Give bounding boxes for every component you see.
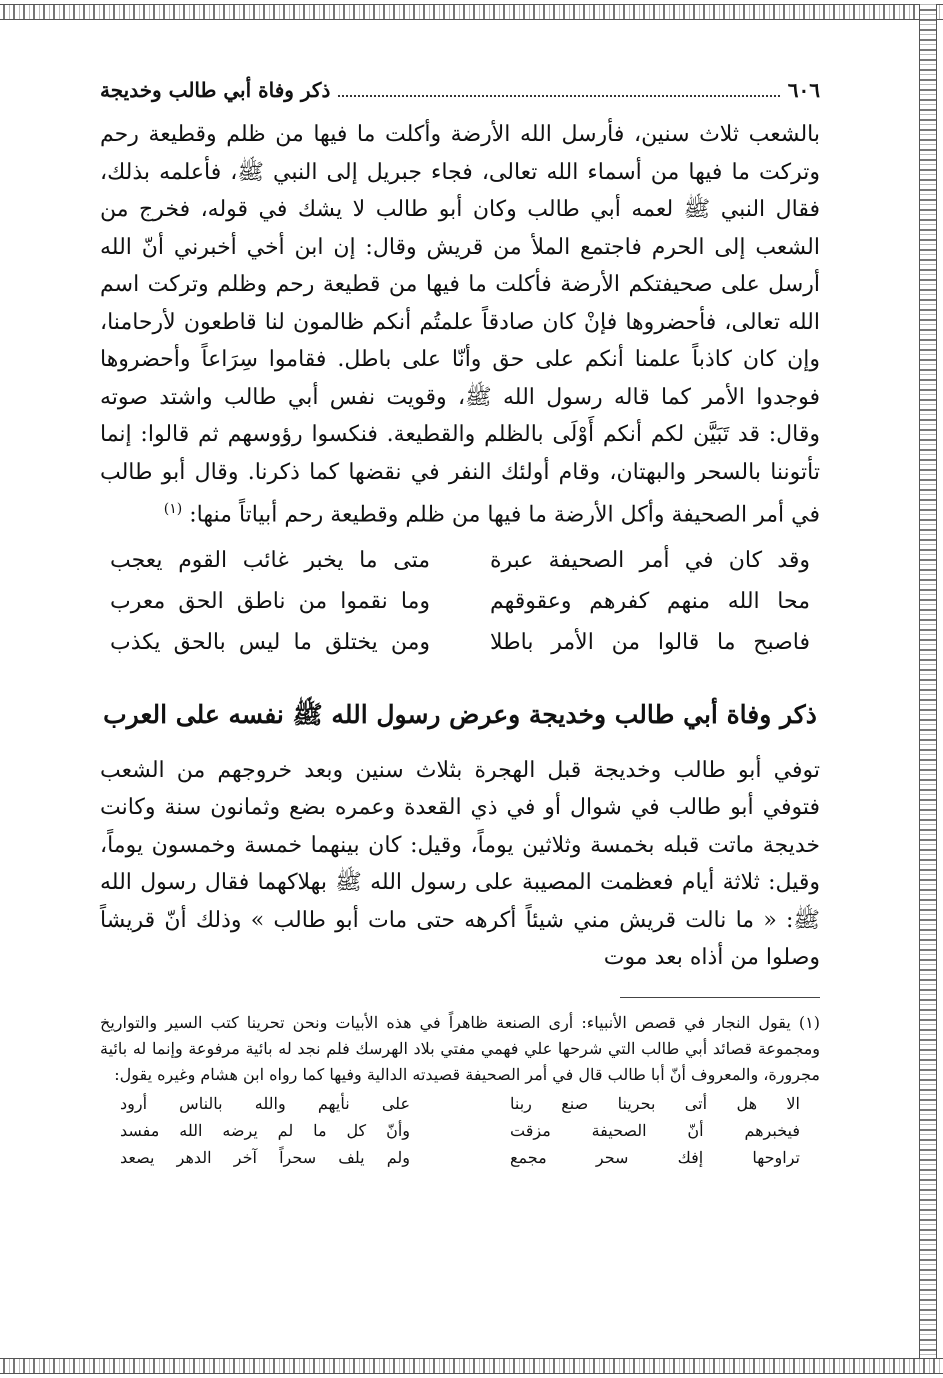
footnote-poem	[120, 1094, 800, 1175]
poem-hemistich-first: محا الله منهم كفرهم وعقوقهم	[490, 588, 810, 614]
poem-hemistich-first: تراوحها إفك سحر مجمع	[510, 1147, 800, 1167]
opening-paragraph-text: بالشعب ثلاث سنين، فأرسل الله الأرضة وأكلت ما فيها من ظلم وقطيعة رحم وتركت ما فيها من أسماء الله تعالى، فجاء جبريل إلى النبي ﷺ، فأعلمه بذلك، فقال النبي ﷺ لعمه أبي طالب وكان أبو طالب لا يشك في قوله، فخرج من الشعب إلى الحرم فاجتمع الملأ من قريش وقال: إن ابن أخي أخبرني أنّ الله أرسل على صحيفتكم الأرضة فأكلت ما فيها من قطيعة رحم وظلم وتركت اسم الله تعالى، فأحضروها فإنْ كان صادقاً علمتُم أنكم ظالمون لنا قاطعون لأرحامنا، وإن كان كاذباً علمنا أنكم على حق وأنّا على باطل. فقاموا سِرَاعاً وأحضروها فوجدوا الأمر كما قاله رسول الله ﷺ، وقويت نفس أبي طالب واشتد صوته وقال: قد تَبَيَّن لكم أنكم أَوْلَى بالظلم والقطيعة. فنكسوا رؤوسهم ثم قالوا: إنما تأتوننا بالسحر والبهتان، وقام أولئك النفر في نقضها كما ذكرنا.	[100, 122, 820, 485]
poem-hemistich-second: ومن يختلق ما ليس بالحق يكذب	[110, 629, 430, 655]
poem-hemistich-first: فاصبح ما قالوا من الأمر باطلا	[490, 629, 810, 655]
footnote-poem-line	[120, 1148, 800, 1175]
decorative-border-bottom	[0, 1358, 943, 1374]
running-header	[100, 78, 820, 112]
poem	[110, 548, 810, 671]
footnote-poem-line	[120, 1121, 800, 1148]
footnote-text: (١) يقول النجار في قصص الأنبياء: أرى الصنعة ظاهراً في هذه الأبيات ونحن تحرينا كتب السير والتواريخ ومجموعة قصائد أبي طالب التي شرحها علي فهمي مفتي بلاد الهرسك فلم نجد له بائية مرفوعة وإنما له بائية مجرورة، والمعروف أنّ أبا طالب قال في أمر الصحيفة قصيدته الدالية وفيها كما رواه ابن هشام وغيره يقول:	[100, 1012, 821, 1084]
poem-line	[110, 630, 810, 671]
poem-intro-text: وقال أبو طالب في أمر الصحيفة وأكل الأرضة ما فيها من ظلم وقطيعة رحم أبياتاً منها:	[100, 459, 820, 528]
footnote-divider	[620, 997, 820, 998]
poem-hemistich-second: وما نقموا من ناطق الحق معرب	[110, 588, 430, 614]
poem-hemistich-first: الا هل أتى بحرينا صنع ربنا	[510, 1093, 800, 1113]
section-heading: ذكر وفاة أبي طالب وخديجة وعرض رسول الله ﷺ نفسه على العرب	[103, 699, 817, 729]
section-paragraph: توفي أبو طالب وخديجة قبل الهجرة بثلاث سنين وبعد خروجهم من الشعب فتوفي أبو طالب في شوال أو في ذي القعدة وعمره بضع وثمانون سنة وكانت خديجة ماتت قبله بخمسة وثلاثين يوماً، وقيل: كان بينهما خمسة وخمسون يوماً، وقيل: ثلاثة أيام فعظمت المصيبة على رسول الله ﷺ بهلاكهما فقال رسول الله ﷺ: « ما نالت قريش مني شيئاً أكرهه حتى مات أبو طالب » وذلك أنّ قريشاً وصلوا من أذاه بعد موت	[100, 757, 820, 971]
opening-paragraph	[100, 116, 820, 534]
decorative-border-right	[919, 4, 937, 1374]
page-number: ٦٠٦	[787, 78, 820, 102]
book-page	[100, 78, 820, 1175]
poem-hemistich-second: متى ما يخبر غائب القوم يعجب	[110, 547, 430, 573]
poem-hemistich-second: وأنّ كل ما لم يرضه الله مفسد	[120, 1120, 410, 1140]
poem-hemistich-second: ولم يلف سحراً آخر الدهر يصعد	[120, 1147, 410, 1167]
poem-line	[110, 589, 810, 630]
decorative-border-top	[0, 4, 943, 20]
running-title: ذكر وفاة أبي طالب وخديجة	[100, 78, 331, 102]
poem-line	[110, 548, 810, 589]
footnote-reference[interactable]: (١)	[163, 501, 183, 517]
footnote-poem-line	[120, 1094, 800, 1121]
poem-hemistich-first: وقد كان في أمر الصحيفة عبرة	[490, 547, 810, 573]
header-dot-leader	[338, 95, 779, 97]
poem-hemistich-first: فيخبرهم أنّ الصحيفة مزقت	[510, 1120, 800, 1140]
poem-hemistich-second: على نأيهم والله بالناس أرود	[120, 1093, 410, 1113]
